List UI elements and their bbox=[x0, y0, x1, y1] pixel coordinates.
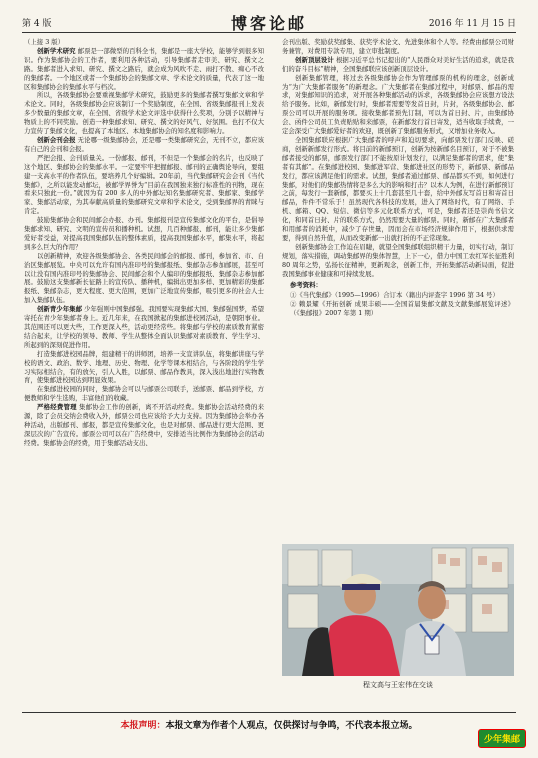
article-paragraph bbox=[24, 350, 264, 386]
paragraph-text: 以创新精神，欢迎各级集邮协会、各类民间邮会的邮报、邮刊，参加省、市、自治区集邮展览。中央可以允许有国内准印号的集邮报纸、集邮杂志参加邮展，甚至可以让没有国内准印号的集邮协会、民间邮会和个人编印的集邮报纸、集邮杂志参加邮展。鼓励这支集邮新长征路上的宣传队、播种机，编辑出更加多样、更加精彩的集邮报纸、集邮杂志，更大程度、更大范围，更加广泛地宣传集邮，吸引更多的社会人士加入集邮队伍。 bbox=[24, 251, 264, 305]
paragraph-text: 少年强则中国集邮强。我国要实现集邮大国、集邮强国梦，希望寄托在青少年集邮者身上。近几年来，在我国掀起的集邮进校园活动，是朝阳事业。其范围还可以更大些，工作更深入些，活动更经常些。将集邮与学校的素质教育紧密结合起来，让学校的领导、教师、学生从整体全面认识集邮对素质教育、学生学习、所起到的深刻促进作用。 bbox=[24, 305, 264, 349]
page-header bbox=[22, 10, 516, 33]
disclaimer bbox=[0, 718, 538, 731]
section-heading: 创新青少年集邮 bbox=[37, 305, 82, 314]
logo-badge: 少年集邮 bbox=[478, 729, 526, 748]
article-paragraph bbox=[24, 136, 264, 154]
article-paragraph bbox=[24, 252, 264, 305]
section-heading: 创新学术研究 bbox=[37, 46, 76, 55]
paragraph-text: 根据习近平总书记提出的“人民群众对美好生活的追求，就是我们的奋斗目标”精神，全国集邮联应该创新顶层设计。 bbox=[282, 55, 514, 73]
paragraph-text: 全国集邮联应根据广大集邮者的呼声和迫切要求，向邮票发行部门反映、磋商，创新新邮发行形式。将目前的新邮预订，创新为按新邮名目预订，对于不被集邮者接受的邮票，邮票发行部门不能按原计划发行，以满足集邮者的需求，使“集者有其邮”。在集邮进校园、集邮进军营、集邮进社区的形势下，新邮票、新邮品发行，都应该满足他们的需求。试想，集邮者通过邮票、邮品都买不到，如何进行集邮，对他们的集邮热情将是多么大的影响和打击？以本人为例，在进行新邮预订之前，每发行一套新邮，都要买上十几套甚至几十套，给中外邮友写首日和寄首日邮品，件件不常乐于！虽然现代各科技的发展，进入了网络时代，有了网络、手机、邮箱、QQ、短信、微信等多元化联系方式，可是，集邮者还是崇尚书信文化，和同首日封、片的联系方式，仍然需要大量的邮票。同时，新邮在广大集邮者和用邮者的消耗中，减少了存世量，因而会在市场经济规律作用下，根据供求需要，得到自然升值，从而改变新邮一出就打折的不正常现象。 bbox=[282, 135, 514, 242]
paragraph-text: 所以，各级集邮协会要重视集邮学术研究，鼓励更多的集邮者撰写集邮文章和学术论文。同时，各级集邮协会应该制订一个奖励制度，在全国、省级集邮报刊上发表多少数量的集邮文章，在全国、省级学术论文评选中获得什么奖项，分别予以精神与物质上的不同奖励。创造一种集邮求知、研究、撰文的好风气、好氛围。也打不仅大力宣传了集邮文化，也提高了本地区、本地集邮协会的知名度和影响力。 bbox=[24, 91, 264, 136]
issue-date: 2016 年 11 月 15 日 bbox=[428, 19, 516, 29]
article-paragraph bbox=[24, 47, 264, 92]
page-number: 第 4 版 bbox=[22, 19, 52, 29]
photo-caption: 程文高与王宏伟在交谈 bbox=[363, 681, 433, 689]
disclaimer-label: 本报声明： bbox=[120, 721, 166, 731]
reference-item: ①《当代集邮》（1995—1996）合订本（籍出内评查字 1996 第 34 号） bbox=[290, 291, 499, 300]
paragraph-text: （上接 3 版） bbox=[24, 38, 65, 46]
paragraph-text: 集邮协会工作的创新，离不开活动经费。集邮协会活动经费的来源，除了会员交纳会费收入外，邮票公司也应该给予大力支持。因为集邮协会举办各种活动，出版邮刊、邮报，都是宣传集邮文化，也是对邮票、邮品进行更大范围、更深层次的广告宣传。邮票公司可以在广告经费中，安排适当比例作为集邮协会的活动经费。集邮协会的经费，用于集邮活动支出、 bbox=[24, 403, 264, 447]
article-photo bbox=[282, 544, 514, 676]
paragraph-text: 无论哪一级集邮协会，还是哪一类集邮研究会，无刊不立，都应该有自己的会刊和会报。 bbox=[24, 135, 264, 153]
article-paragraph bbox=[24, 403, 264, 448]
paragraph-text: 打造集邮进校园品牌，组建精干的讲师团，培养一支宣讲队伍，将集邮讲座与学校的语文、政治、数学、地理、历史、物理、化学等课本相结合，与各阶段的学生学习实际相结合，有的放矢，引人入胜，以邮票、邮品作教具，深入浅出地进行实物教育，使集邮进校园达到明显效果。 bbox=[24, 349, 264, 385]
article-paragraph bbox=[282, 136, 514, 243]
photo-illustration bbox=[282, 544, 514, 676]
article-paragraph bbox=[282, 74, 514, 136]
article-paragraph bbox=[24, 38, 264, 47]
article-paragraph bbox=[282, 56, 514, 74]
article-paragraph bbox=[24, 91, 264, 136]
left-column bbox=[24, 38, 264, 680]
paragraph-text: 在集邮进校园的同时，集邮协会可以与邮票公司联手，送邮票、邮品到学校，方便教师和学生选购，丰富他们的收藏。 bbox=[24, 385, 264, 403]
right-column-body bbox=[282, 38, 514, 278]
section-heading: 严格经费管理 bbox=[37, 403, 77, 412]
references-title: 参考资料： bbox=[290, 281, 322, 290]
article-paragraph bbox=[24, 305, 264, 350]
references bbox=[282, 281, 514, 318]
paragraph-text: 创新集邮协会工作迫在眉睫，就望全国集邮联组织精干力量，切实行动，制订规划，落实措施，调动集邮界的集体智慧，上下一心，借力中国工农红军长征胜利80 周年之势，弘扬长征精神，更新观念，创新工作，开拓集邮活动新局面，促进我国集邮事业健康和可持续发展。 bbox=[282, 242, 514, 278]
section-heading: 创新顶层设计 bbox=[295, 55, 334, 64]
article-paragraph bbox=[24, 216, 264, 252]
article-paragraph bbox=[24, 385, 264, 403]
paragraph-text: 严把会报、会刊质量关。一份邮报、邮刊，不但是一个集邮会的名片，也反映了这个地区、集邮协会的集邮水平。一定要牢牢把握邮报、邮刊的正确舆论导向，要组建一支高水平的作者队伍，要培养几个好编辑。20年前，当代集邮研究会会刊《当代集邮》，之所以能发动邮坛，被邮学界誉为“目前在我国独来独行标准性的刊物，现在看来只独此一份。”就因为有 200 多人的中外邮坛知名集邮研究者、集邮家、集邮学家、集邮活动家，为其奉献高质量的集邮研究文章和学术论文，受到集邮界的青睐与肯定。 bbox=[24, 153, 264, 216]
section-heading: 创新会刊会报 bbox=[37, 135, 76, 144]
footer-divider bbox=[22, 712, 516, 713]
article-paragraph bbox=[282, 38, 514, 56]
masthead-title: 博客论邮 bbox=[230, 14, 307, 33]
reference-item: ② 赖景耀《开拓创新 成果丰硕——全国首届集邮文献及文献集邮展览评述》（《集邮报》2007 年第 1 期） bbox=[290, 300, 514, 318]
article-paragraph bbox=[282, 243, 514, 279]
paragraph-text: 鼓励集邮协会和民间邮会办报、办刊。集邮报刊是宣传集邮文化的平台，是倡导集邮求知、研究、文明的宣传员和播种机。试想，几百种邮报、邮刊，能让多少集邮爱好者受益，对提高我国集邮队伍的整体素质，提高我国集邮水平，邮集水平，将起到多么巨大的作用？ bbox=[24, 216, 264, 251]
paragraph-text: 邮票是一部微型的百科全书，集邮是一座大学校，能够学到很多知识。作为集邮协会的工作者，要利用各种活动，引导集邮者走审美、研究、撰文之路。集邮者进入求知、研究、撰文之路后，就会成为风吹不走、雨打不散、痴心不改的集邮者。一个地区或者一个集邮协会的集邮文章、学术论文的质量，代表了这一地区和集邮协会的集邮水平与档次。 bbox=[24, 46, 264, 91]
paragraph-text: 会刊出版、奖励获奖邮集、获奖学术论文、先进集体和个人等。经费由邮票公司财务兼管，对费用专款专用，建立审批制度。 bbox=[282, 38, 514, 55]
paragraph-text: 创新集邮管理，将过去各级集邮协会作为管理邮票的机构的理念，创新成为“为广大集邮者服务”的新理念。广大集邮者在集邮过程中，对邮票、邮品的需求，对集邮知识的追求，对开展各种集邮活动的诉求，各级集邮协会应该想方设法给予服务。比如，新邮发行时，集邮者需要等发首日封，片封，各级集邮协会、邮票公司可以开展的服务项。接收集邮者预先订制，可以为首日封、片，由集邮协会、函件公司员工负责贴贴和来邮票，在新邮发行首日寄发，适当收取手续费，一定会深受广大集邮爱好者的欢迎，既创新了集邮服务形式，又增加业务收入。 bbox=[282, 73, 514, 136]
article-paragraph bbox=[24, 154, 264, 216]
disclaimer-text: 本报文章为作者个人观点，仅供探讨与争鸣，不代表本报立场。 bbox=[165, 721, 418, 731]
